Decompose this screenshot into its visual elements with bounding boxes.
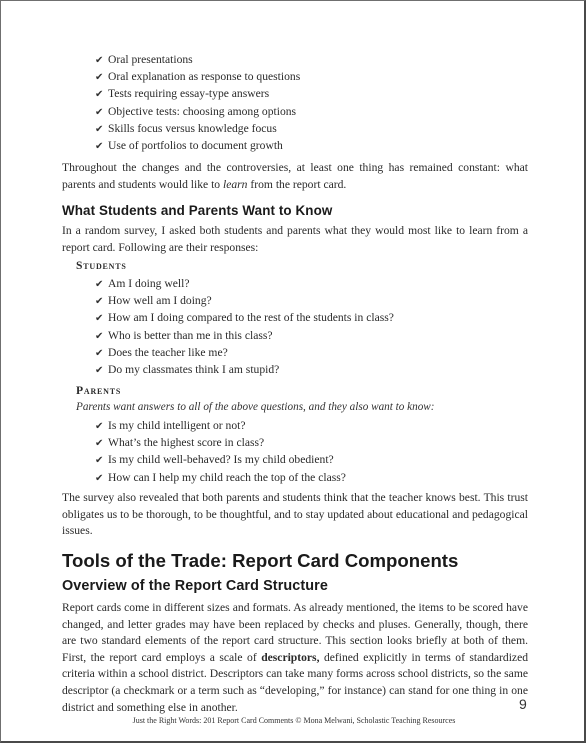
list-item: ✔ What’s the highest score in class? xyxy=(95,434,346,451)
list-item: ✔ Tests requiring essay-type answers xyxy=(95,85,300,102)
checkmark-icon: ✔ xyxy=(95,364,104,376)
checkmark-icon: ✔ xyxy=(95,296,104,308)
heading-overview-structure: Overview of the Report Card Structure xyxy=(62,578,328,594)
list-item: ✔ Oral presentations xyxy=(95,51,300,68)
page-footer: Just the Right Words: 201 Report Card Comments © Mona Melwani, Scholastic Teaching Resources xyxy=(132,716,456,725)
checkmark-icon: ✔ xyxy=(95,89,104,101)
heading-tools-of-trade: Tools of the Trade: Report Card Components xyxy=(62,550,459,571)
list-item: ✔ Skills focus versus knowledge focus xyxy=(95,120,300,137)
list-item: ✔ Am I doing well? xyxy=(95,275,394,292)
checkmark-icon: ✔ xyxy=(95,347,104,359)
parents-subheading: Parents xyxy=(76,384,122,397)
checkmark-icon: ✔ xyxy=(95,421,104,432)
students-subheading: Students xyxy=(76,259,127,272)
checkmark-icon: ✔ xyxy=(95,123,104,135)
list-item: ✔ Use of portfolios to document growth xyxy=(95,137,300,154)
checkmark-icon: ✔ xyxy=(95,455,104,467)
checkmark-icon: ✔ xyxy=(95,472,104,484)
checkmark-icon: ✔ xyxy=(95,279,104,290)
list-item: ✔ How am I doing compared to the rest of the students in class? xyxy=(95,309,394,326)
list-item: ✔ Is my child well-behaved? Is my child obedient? xyxy=(95,451,346,468)
paragraph-survey: In a random survey, I asked both students and parents what they would most like to learn from a report card. Following are their responses: xyxy=(62,224,528,254)
students-list xyxy=(95,275,394,378)
list-item: ✔ Objective tests: choosing among options xyxy=(95,103,300,120)
list-item: ✔ Is my child intelligent or not? xyxy=(95,417,346,434)
checkmark-icon: ✔ xyxy=(95,106,104,118)
checkmark-icon: ✔ xyxy=(95,438,104,450)
list-item: ✔ How well am I doing? xyxy=(95,292,394,309)
page-number: 9 xyxy=(519,696,527,712)
checkmark-icon: ✔ xyxy=(95,330,104,342)
paragraph-report-cards: Report cards come in different sizes and formats. As already mentioned, the items to be scored have changed, and letter grades may have been replaced by checks and pluses. Generally, though, there are two standard elements of the report card structure. This section looks briefly at both of them. First, the report card employs a scale of descriptors, defined explicitly in terms of standardized criteria within a school district. Descriptors can take many forms across school districts, so the same descriptor (a checkmark or a term such as “developing,” for instance) can stand for one thing in one district and something else in another. xyxy=(62,601,529,714)
assessment-list xyxy=(95,51,300,154)
list-item: ✔ Do my classmates think I am stupid? xyxy=(95,361,394,378)
heading-students-parents: What Students and Parents Want to Know xyxy=(62,203,333,218)
list-item: ✔ Who is better than me in this class? xyxy=(95,327,394,344)
checkmark-icon: ✔ xyxy=(95,72,104,84)
paragraph-constant: Throughout the changes and the controversies, at least one thing has remained constant: what parents and students would like to learn from the report card. xyxy=(62,161,528,191)
checkmark-icon: ✔ xyxy=(95,55,104,66)
list-item: ✔ How can I help my child reach the top of the class? xyxy=(95,469,346,486)
list-item: ✔ Does the teacher like me? xyxy=(95,344,394,361)
checkmark-icon: ✔ xyxy=(95,140,104,152)
parents-note: Parents want answers to all of the above questions, and they also want to know: xyxy=(76,401,435,413)
list-item: ✔ Oral explanation as response to questions xyxy=(95,68,300,85)
paragraph-trust: The survey also revealed that both parents and students think that the teacher knows best. This trust obligates us to be thorough, to be thoughtful, and to stay updated about educational and pedagogical issues. xyxy=(62,491,528,538)
checkmark-icon: ✔ xyxy=(95,313,104,325)
parents-list xyxy=(95,417,346,486)
